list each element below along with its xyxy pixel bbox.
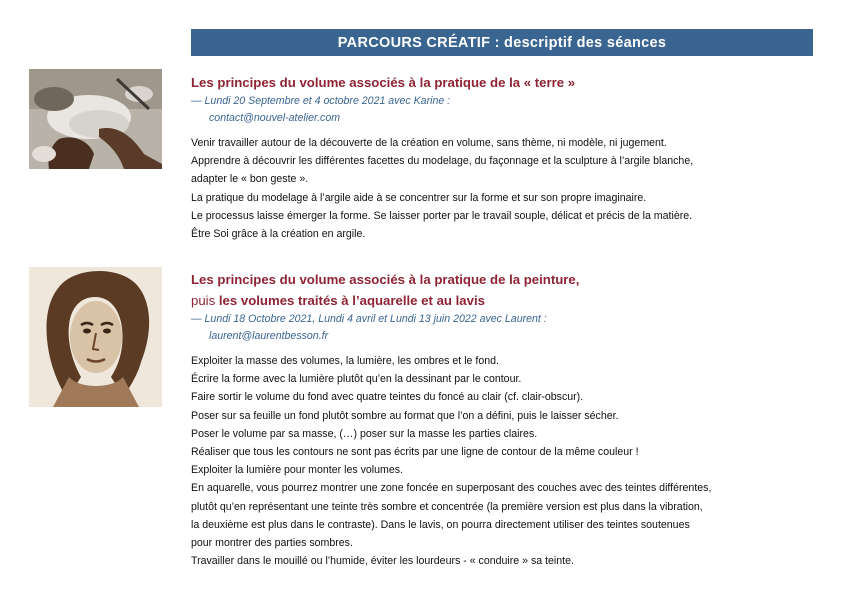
session-painting [191,269,821,570]
session-painting-title [191,269,821,311]
paragraph-line: Apprendre à découvrir les différentes facettes du modelage, du façonnage et la sculpture à l’argile blanche, [191,155,694,168]
paragraph-line: Être Soi grâce à la création en argile. [191,228,366,241]
session-painting-dates [191,311,821,345]
paragraph-line: Le processus laisse émerger la forme. Se laisser porter par le travail souple, délicat et précis de la matière. [191,209,693,222]
portrait-drawing [29,267,162,407]
banner-title: PARCOURS CRÉATIF : descriptif des séances [337,34,667,51]
session-clay-title: Les principes du volume associés à la pratique de la « terre » [191,75,576,90]
paragraph-line: Exploiter la lumière pour monter les volumes. [191,464,403,477]
session-clay-date-line: — Lundi 20 Septembre et 4 octobre 2021 avec Karine : [191,95,451,107]
clay-workshop-photo [29,69,162,169]
session-painting-description [191,352,821,570]
portrait-painting-photo [29,267,162,407]
session-painting-title-line2: les volumes traités à l’aquarelle et au lavis [218,293,485,308]
session-clay-description [191,134,821,243]
paragraph-line: Réaliser que tous les contours ne sont pas écrits par une ligne de contour de la même couleur ! [191,446,639,459]
paragraph-line: Écrire la forme avec la lumière plutôt qu’en la dessinant par le contour. [191,373,522,386]
session-painting-title-line1: Les principes du volume associés à la pratique de la peinture, [191,272,580,287]
paragraph-line: la deuxième est plus dans le contraste). Dans le lavis, on pourra directement utiliser des teintes soutenues [191,518,690,531]
paragraph-line: En aquarelle, vous pourrez montrer une zone foncée en superposant des couches avec des teintes différentes, [191,482,712,495]
section-banner [191,29,813,56]
paragraph-line: La pratique du modelage à l’argile aide à se concentrer sur la forme et sur son propre imaginaire. [191,191,647,204]
paragraph-line: Travailler dans le mouillé ou l’humide, éviter les lourdeurs - « conduire » sa teinte. [191,555,574,568]
paragraph-line: Poser le volume par sa masse, (…) poser sur la masse les parties claires. [191,427,538,440]
session-clay-contact-email[interactable]: contact@nouvel-atelier.com [209,112,341,124]
session-clay [191,72,821,243]
session-painting-title-prefix: puis [191,293,216,308]
clay-photo-drawing [29,69,162,169]
session-clay-dates [191,93,821,127]
paragraph-line: plutôt qu’en représentant une teinte très sombre et concentrée (la première version est plus dans la vibration, [191,500,703,513]
paragraph-line: adapter le « bon geste ». [191,173,309,186]
paragraph-line: Faire sortir le volume du fond avec quatre teintes du foncé au clair (cf. clair-obscur). [191,391,584,404]
session-painting-contact-email[interactable]: laurent@laurentbesson.fr [209,330,329,342]
paragraph-line: pour montrer des parties sombres. [191,537,353,550]
paragraph-line: Venir travailler autour de la découverte de la création en volume, sans thème, ni modèle, ni jugement. [191,137,667,149]
paragraph-line: Exploiter la masse des volumes, la lumière, les ombres et le fond. [191,355,499,367]
paragraph-line: Poser sur sa feuille un fond plutôt sombre au format que l’on a défini, puis le laisser sécher. [191,409,619,422]
session-painting-date-line: — Lundi 18 Octobre 2021, Lundi 4 avril et Lundi 13 juin 2022 avec Laurent : [191,313,547,325]
